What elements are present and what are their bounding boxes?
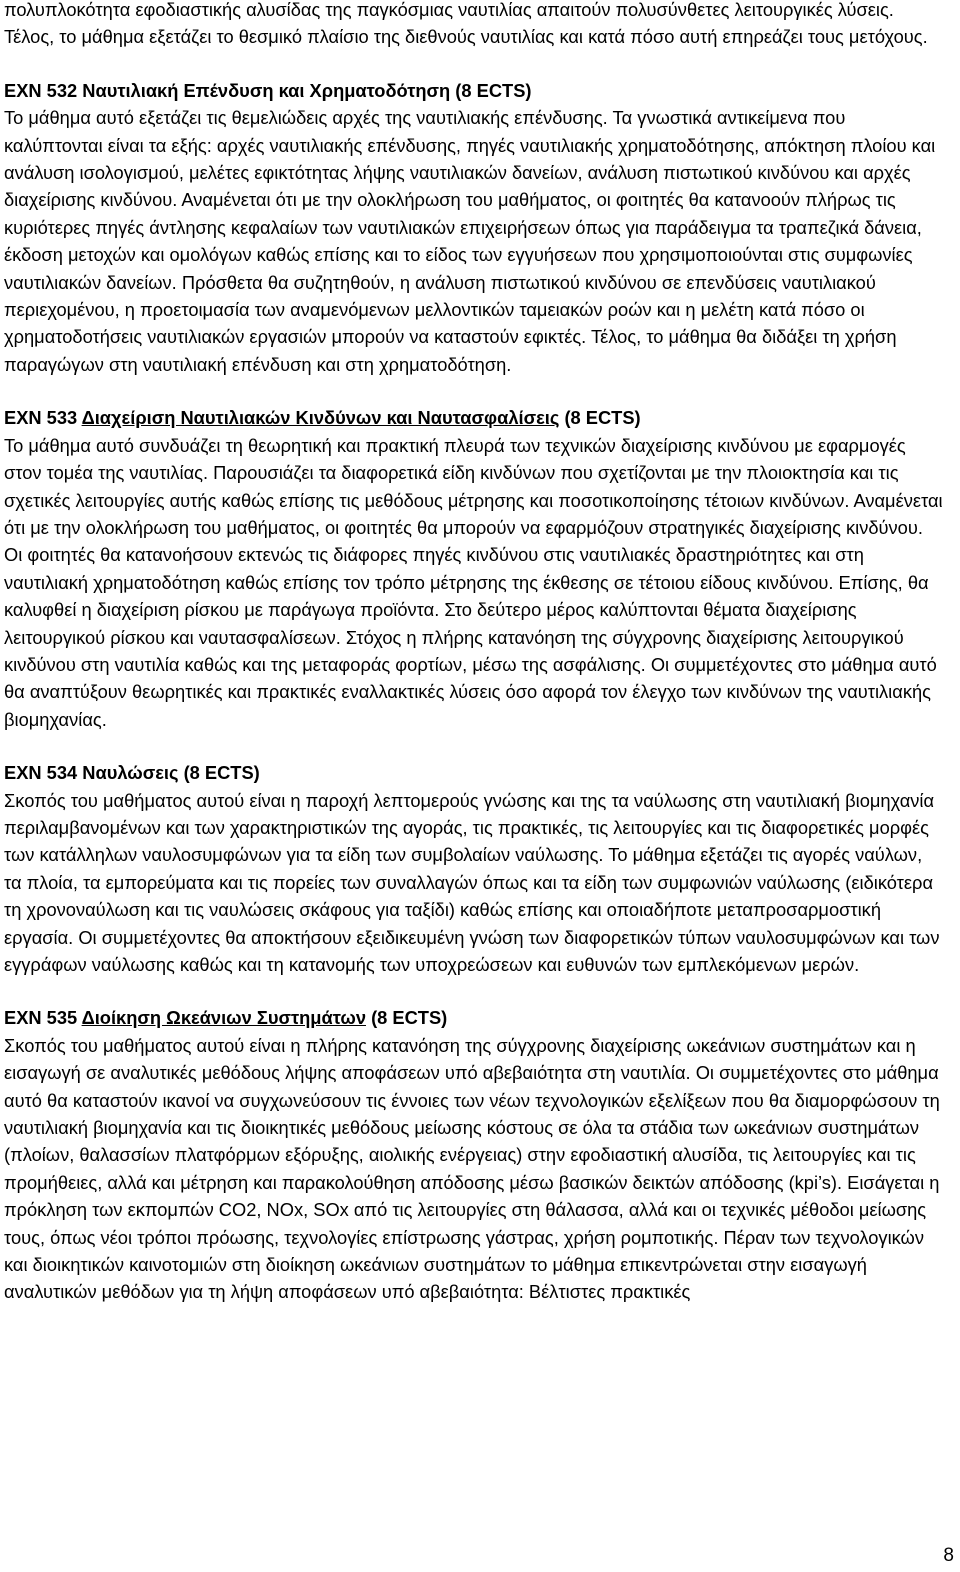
course-name: Ναυλώσεις — [82, 762, 179, 784]
course-code: ΕΧΝ 533 — [4, 407, 82, 429]
document-page — [4, 0, 944, 1306]
course-credits: (8 ECTS) — [365, 1007, 448, 1029]
course-description: Σκοπός του μαθήματος αυτού είναι η πλήρης κατανόηση της σύγχρονης διαχείρισης ωκεάνιων συστημάτων και η εισαγωγή σε αναλυτικές μεθόδους λήψης αποφάσεων υπό αβεβαιότητα στη ναυτιλία. Οι συμμετέχοντες στο μάθημα αυτό θα καταστούν ικανοί να συγχωνεύσουν τις έννοιες των νέων τεχνολογικών εξελίξεων που θα διαμορφώσουν τη ναυτιλιακή βιομηχανία και τις διοικητικές μεθόδους μείωσης κόστους σε όλα τα στάδια των ωκεάνιων συστημάτων (πλοίων, θαλασσίων πλατφόρμων εξόρυξης, αιολικής ενέργειας) στην εφοδιαστική αλυσίδα, τις λειτουργίες και τις προμήθειες, αλλά και μέτρηση και παρακολούθηση απόδοσης μέσω βασικών δεικτών απόδοσης (kpi’s). Εισάγεται η πρόκληση των εκπομπών CO2, NOx, SOx από τις λειτουργίες στη θάλασσα, αλλά και οι τεχνικές μέθοδοι μείωσης τους, όπως νέοι τρόποι πρόωσης, τεχνολογίες επίστρωσης γάστρας, χρήση ρομποτικής. Πέραν των τεχνολογικών και διοικητικών καινοτομιών στη διοίκηση ωκεάνιων συστημάτων το μάθημα επικεντρώνεται στην εισαγωγή αναλυτικών μεθόδων για τη λήψη αποφάσεων υπό αβεβαιότητα: Βέλτιστες πρακτικές — [4, 1034, 940, 1303]
course-description: Το μάθημα αυτό συνδυάζει τη θεωρητική και πρακτική πλευρά των τεχνικών διαχείρισης κινδύνου με εφαρμογές στον τομέα της ναυτιλίας. Παρουσιάζει τα διαφορετικά είδη κινδύνων που σχετίζονται με την πλοιοκτησία και τις σχετικές λειτουργίες αυτής καθώς επίσης τις μεθόδους μέτρησης και ποσοτικοποίησης τέτοιων κινδύνων. Αναμένεται ότι με την ολοκλήρωση του μαθήματος, οι φοιτητές θα μπορούν να εφαρμόζουν στρατηγικές διαχείρισης κινδύνου. Οι φοιτητές θα κατανοήσουν εκτενώς τις διάφορες πηγές κινδύνου στις ναυτιλιακές δραστηριότητες και στη ναυτιλιακή χρηματοδότηση καθώς επίσης τον τρόπο μέτρησης της έκθεσης σε τέτοιου είδους κινδύνου. Επίσης, θα καλυφθεί η διαχείριση ρίσκου με παράγωγα προϊόντα. Στο δεύτερο μέρος καλύπτονται θέματα διαχείρισης λειτουργικού ρίσκου και ναυτασφαλίσεων. Στόχος η πλήρης κατανόηση της σύγχρονης διαχείρισης λειτουργικού κινδύνου στη ναυτιλία καθώς και της μεταφοράς φορτίων, μέσω της ασφάλισης. Οι συμμετέχοντες στο μάθημα αυτό θα αναπτύξουν θεωρητικές και πρακτικές εναλλακτικές λύσεις όσο αφορά τον έλεγχο των κινδύνων της ναυτιλιακής βιομηχανίας. — [4, 434, 943, 730]
course-code: ΕΧΝ 534 — [4, 762, 83, 784]
course-code: ΕΧΝ 532 — [4, 79, 83, 101]
course-description: Σκοπός του μαθήματος αυτού είναι η παροχή λεπτομερούς γνώσης και της τα ναύλωσης στη ναυτιλιακή βιομηχανία περιλαμβανομένων και των χαρακτηριστικών της αγοράς, τις πρακτικές, τις λειτουργίες και τις διαφορετικές μορφές των κατάλληλων ναυλοσυμφώνων για τα είδη των συμβολαίων ναύλωσης. Το μάθημα εξετάζει τις αγορές ναύλων, τα πλοία, τα εμπορεύματα και τις πορείες των συναλλαγών όπως και τα είδη των συμφωνιών ναύλωσης (ειδικότερα τη χρονοναύλωση και τις ναυλώσεις σκάφους για ταξίδι) καθώς επίσης και οποιαδήποτε μεταπροσαρμοστική εργασία. Οι συμμετέχοντες θα αποκτήσουν εξειδικευμένη γνώση των διαφορετικών τύπων ναυλοσυμφώνων και των εγγράφων ναύλωσης καθώς και τη κατανομής των υποχρεώσεων και ευθυνών των εμπλεκόμενων μερών. — [4, 789, 940, 975]
course-title — [4, 759, 944, 786]
course-section-exn-534 — [4, 759, 944, 978]
course-credits: (8 ECTS) — [559, 407, 641, 429]
course-code: ΕΧΝ 535 — [4, 1007, 82, 1029]
page-number: 8 — [943, 1545, 954, 1566]
intro-paragraph: πολυπλοκότητα εφοδιαστικής αλυσίδας της παγκόσμιας ναυτιλίας απαιτούν πολυσύνθετες λειτουργικές λύσεις. Τέλος, το μάθημα εξετάζει το θεσμικό πλαίσιο της διεθνούς ναυτιλίας και κατά πόσο αυτή επηρεάζει τους μετόχους. — [4, 0, 928, 48]
course-section-exn-533 — [4, 404, 944, 733]
course-name: Ναυτιλιακή Επένδυση και Χρηματοδότηση — [82, 79, 451, 101]
course-section-exn-532 — [4, 77, 944, 378]
course-section-exn-535 — [4, 1004, 944, 1305]
course-title — [4, 1004, 944, 1031]
course-description: Το μάθημα αυτό εξετάζει τις θεμελιώδεις αρχές της ναυτιλιακής επένδυσης. Τα γνωστικά αντικείμενα που καλύπτονται είναι τα εξής: αρχές ναυτιλιακής επένδυσης, πηγές ναυτιλιακής χρηματοδότησης, απόκτηση πλοίου και ανάλυση ισολογισμού, μελέτες εφικτότητας λήψης ναυτιλιακών δανείων, ανάλυση πιστωτικού κινδύνου και αρχές διαχείρισης κινδύνου. Αναμένεται ότι με την ολοκλήρωση του μαθήματος, οι φοιτητές θα κατανοούν πλήρως τις κυριότερες πηγές άντλησης κεφαλαίων των ναυτιλιακών επιχειρήσεων όπως για παράδειγμα τα τραπεζικά δάνεια, έκδοση μετοχών και ομολόγων καθώς επίσης και το είδος των εγγυήσεων που χρησιμοποιούνται στις συμφωνίες ναυτιλιακών δανείων. Πρόσθετα θα συζητηθούν, η ανάλυση πιστωτικού κινδύνου σε επενδύσεις ναυτιλιακού περιεχομένου, η προετοιμασία των αναμενόμενων μελλοντικών ταμειακών ροών και η μελέτη κατά πόσο οι χρηματοδοτήσεις ναυτιλιακών εργασιών μπορούν να καταστούν εφικτές. Τέλος, το μάθημα θα διδάξει τη χρήση παραγώγων στη ναυτιλιακή επένδυση και στη χρηματοδότηση. — [4, 107, 936, 375]
course-title — [4, 404, 944, 431]
course-name: Διοίκηση Ωκεάνιων Συστημάτων — [81, 1007, 366, 1029]
course-credits: (8 ECTS) — [450, 79, 532, 101]
course-title — [4, 77, 944, 104]
course-name: Διαχείριση Ναυτιλιακών Κινδύνων και Ναυτασφαλίσεις — [81, 407, 560, 429]
course-credits: (8 ECTS) — [178, 762, 260, 784]
